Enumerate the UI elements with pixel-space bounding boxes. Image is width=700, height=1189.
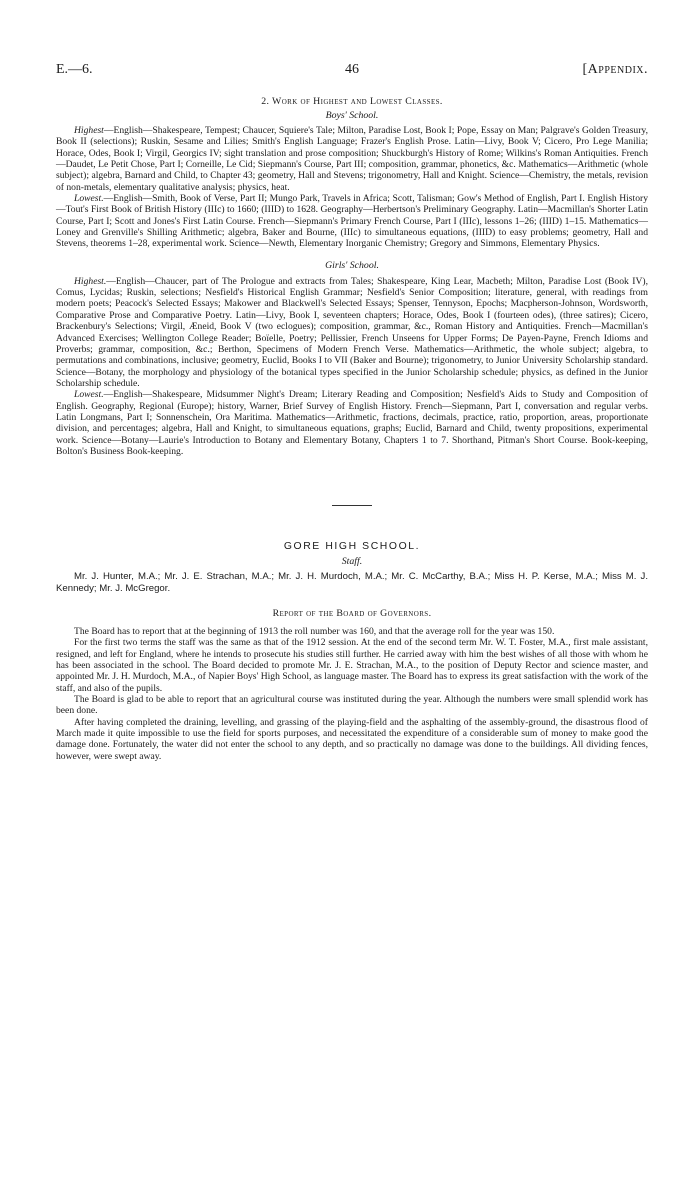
- boys-lowest-text: —English—Smith, Book of Verse, Part II; Mungo Park, Travels in Africa; Scott, Talisman; Gow's Method of English, Part I. English History—Tout's First Book of British History (IIIc) to 1660; (IIID) to 1628. Geography—Herbertson's Preliminary Geography. Latin—Macmillan's Shorter Latin Course, Part I; Scott and Jones's First Latin Course. French—Siepmann's Primary French Course, Part I (IIIc), lessons 1–26; (IIID) 1–15. Mathematics—Loney and Grenville's Shilling Arithmetic; algebra, Baker and Bourne, (IIIc) to simultaneous equations, (IIID) to easy problems; geometry, Hall and Stevens, theorems 1–28, experimental work. Science—Newth, Elementary Inorganic Chemistry; Gregory and Simmons, Elementary Physics.: [56, 193, 648, 250]
- girls-lowest-label: Lowest.: [74, 389, 104, 401]
- boys-lowest-paragraph: [56, 193, 648, 250]
- girls-highest-paragraph: [56, 276, 648, 389]
- report-paragraph-roll: The Board has to report that at the beginning of 1913 the roll number was 160, and that the average roll for the year was 150.: [74, 625, 555, 637]
- boys-school-heading: Boys' School.: [325, 110, 379, 121]
- girls-highest-label: Highest.: [74, 275, 107, 287]
- boys-highest-text: —English—Shakespeare, Tempest; Chaucer, Squiere's Tale; Milton, Paradise Lost, Book I; Pope, Essay on Man; Palgrave's Golden Treasury, Book II (selections); Ruskin, Sesame and Lilies; Smith's English Language; Frazer's English Prose. Latin—Livy, Book V; Cicero, Pro Lege Manilia; Horace, Odes, Book I; Virgil, Georgics IV; sight translation and prose composition; Shuckburgh's History of Rome; Wilkins's Roman Antiquities. French—Daudet, Le Petit Chose, Part I; Corneille, Le Cid; Siepmann's Course, Part III; composition, grammar, phonetics, &c. Mathematics—Arithmetic (whole subject); algebra, Barnard and Child, to Chapter 43; geometry, Hall and Stevens; trigonometry, Hall and Knight. Science—Chemistry, the metals, revision of non-metals, elementary qualitative analysis; physics, heat.: [56, 125, 648, 193]
- appendix-label: [Appendix.: [582, 62, 648, 77]
- page-number: 46: [345, 62, 359, 77]
- girls-highest-text: —English—Chaucer, part of The Prologue and extracts from Tales; Shakespeare, King Lear, Macbeth; Milton, Paradise Lost (Book IV), Comus, Lycidas; Ruskin, selections; Nesfield's Historical English Grammar; Nesfield's Senior Composition; literature, general, with readings from modern poets; Peacock's Selected Essays; Makower and Blackwell's Selected Essays; Spenser, Tennyson, Epochs; Macpherson-Johnson, Wordsworth, Comparative Prose and Comparative Poetry. Latin—Livy, Book I, seventeen chapters; Horace, Odes, Book I (fourteen odes), (three satires); Cicero, Brackenbury's Selections; Virgil, Æneid, Book V (two eclogues); composition, grammar, &c., Roman History and Antiquities. French—Macmillan's Advanced Exercises; Wellington College Reader; Boïelle, Poetry; Pellissier, French Unseens for Upper Forms; De Payen-Payne, French Idioms and Proverbs; grammar, composition, &c.; Berthon, Specimens of Modern French Verse. Mathematics—Arithmetic, the whole subject; algebra, to permutations and combinations, inclusive; geometry, Euclid, Books I to VII (Baker and Bourne); trigonometry, to Junior University Scholarship standard. Science—Botany, the morphology and physiology of the botanical types specified in the Junior Scholarship schedule; physics, as defined in the Junior Scholarship schedule.: [56, 275, 648, 389]
- running-header: [56, 62, 648, 80]
- boys-highest-label: Highest: [74, 125, 104, 136]
- section-divider: [332, 505, 372, 506]
- staff-list: Mr. J. Hunter, M.A.; Mr. J. E. Strachan, M.A.; Mr. J. H. Murdoch, M.A.; Mr. C. McCarthy, B.A.; Miss H. P. Kerse, M.A.; Miss M. J. Kennedy; Mr. J. McGregor.: [56, 571, 648, 594]
- boys-lowest-label: Lowest.: [74, 193, 104, 205]
- school-title: GORE HIGH SCHOOL.: [283, 541, 421, 553]
- girls-lowest-text: —English—Shakespeare, Midsummer Night's Dream; Literary Reading and Composition; Nesfield's Aids to Study and Composition of English. Geography, Regional (Europe); history, Warner, Brief Survey of English History. French—Siepmann, Part I, conversation and regular verbs. Latin Longmans, Part I; Sonnenschein, Ora Maritima. Mathematics—Arithmetic, fractions, decimals, practice, ratio, proportion, areas, proportionate division, and percentages; algebra, Hall and Knight, to simultaneous equations, graphs; Euclid, Barnard and Child, twenty propositions, experimental work. Science—Botany—Laurie's Introduction to Botany and Elementary Botany, Chapters 1 to 7. Shorthand, Pitman's Short Course. Book-keeping, Bolton's Business Book-keeping.: [56, 389, 648, 457]
- report-paragraph-agriculture: The Board is glad to be able to report that an agricultural course was instituted during the year. Although the numbers were small splendid work has been done.: [56, 694, 648, 717]
- section-heading: 2. Work of Highest and Lowest Classes.: [261, 96, 443, 107]
- report-code: E.—6.: [56, 62, 93, 77]
- boys-highest-paragraph: [56, 125, 648, 193]
- girls-lowest-paragraph: [56, 389, 648, 457]
- page-content: [56, 96, 648, 762]
- girls-school-heading: Girls' School.: [325, 259, 379, 271]
- report-heading: Report of the Board of Governors.: [272, 607, 432, 619]
- report-paragraph-staff: For the first two terms the staff was the same as that of the 1912 session. At the end of the second term Mr. W. T. Foster, M.A., first male assistant, resigned, and left for England, where he intends to prosecute his studies still further. He carried away with him the best wishes of all those with whom he has been associated in the school. The Board decided to promote Mr. J. E. Strachan, M.A., to the position of Deputy Rector and science master, and appointed Mr. J. H. Murdoch, M.A., of Napier Boys' High School, as language master. The Board has to express its great satisfaction with the work of the staff, and also of the pupils.: [56, 637, 648, 694]
- report-paragraph-flood: After having completed the draining, levelling, and grassing of the playing-field and the asphalting of the assembly-ground, the disastrous flood of March made it quite impossible to use the field for sports purposes, and necessitated the expenditure of a considerable sum of money to make good the damage done. Fortunately, the water did not enter the school to any depth, and so practically no damage was done to the buildings. All dividing fences, however, were swept away.: [56, 716, 648, 762]
- staff-heading: Staff.: [341, 556, 363, 568]
